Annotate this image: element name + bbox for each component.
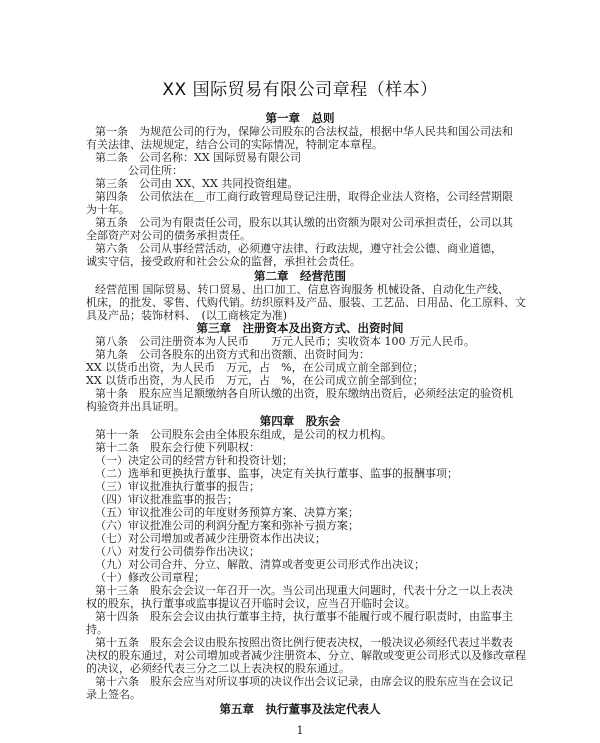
chapter-5-heading: 第五章 执行董事及法定代表人 [219,702,381,716]
power-item-1: （一）决定公司的经营方针和投资计划； [95,454,293,467]
power-item-7: （七）对公司增加或者减少注册资本作出决议； [95,532,326,545]
article-9: 第九条 公司各股东的出资方式和出资额、出资时间为： [95,348,370,361]
power-item-6: （六）审议批准公司的利润分配方案和弥补亏损方案； [95,519,359,532]
article-3: 第三条 公司由 XX、XX 共同投资组建。 [95,177,299,190]
article-5: 第五条 公司为有限责任公司，股东以其认缴的出资额为限对公司承担责任，公司以其 [95,216,513,229]
power-item-8: （八）对发行公司债券作出决议； [95,545,260,558]
power-item-9: （九）对公司合并、分立、解散、清算或者变更公司形式作出决议； [95,558,425,571]
article-10: 第十条 股东应当足额缴纳各自所认缴的出资，股东缴纳出资后，必须经法定的验资机 [95,387,513,400]
business-scope-cont2: 具及产品；装饰材料、 (以工商核定为准) [86,309,288,322]
chapter-1-heading: 第一章 总则 [265,111,335,125]
article-4-cont: 为十年。 [86,203,130,216]
article-16: 第十六条 股东会应当对所议事项的决议作出会议记录，由席会议的股东应当在会议记 [95,675,513,688]
article-1: 第一条 为规范公司的行为，保障公司股东的合法权益，根据中华人民共和国公司法和 [95,125,513,138]
article-6-cont: 诚实守信，接受政府和社会公众的监督，承担社会责任。 [86,255,361,268]
article-10-cont: 构验资并出具证明。 [86,400,185,413]
document-title: XX 国际贸易有限公司章程（样本） [162,80,438,100]
article-5-cont: 全部资产对公司的债务承担责任。 [86,229,251,242]
article-15-cont2: 的决议，必须经代表三分之二以上表决权的股东通过。 [86,662,350,675]
article-12: 第十二条 股东会行使下列职权： [95,441,260,454]
page-number: 1 [296,724,304,737]
article-13-cont: 权的股东，执行董事或监事提议召开临时会议，应当召开临时会议。 [86,597,416,610]
chapter-3-heading: 第三章 注册资本及出资方式、出资时间 [196,321,404,335]
article-15: 第十五条 股东会会议由股东按照出资比例行使表决权，一般决议必须经代表过半数表 [95,636,513,649]
article-8: 第八条 公司注册资本为人民币 万元人民币；实收资本 100 万元人民币。 [95,335,475,348]
power-item-10: （十）修改公司章程； [95,571,205,584]
power-item-4: （四）审议批准监事的报告； [95,493,238,506]
article-4: 第四条 公司依法在＿市工商行政管理局登记注册，取得企业法人资格，公司经营期限 [95,190,513,203]
article-1-cont: 有关法律、法规规定，结合公司的实际情况，特制定本章程。 [86,138,383,151]
article-13: 第十三条 股东会会议一年召开一次。当公司出现重大问题时，代表十分之一以上表决 [95,584,513,597]
article-15-cont: 决权的股东通过，对公司增加或者减少注册资本、分立、解散或变更公司形式以及修改章程 [86,649,526,662]
article-14: 第十四条 股东会会议由执行董事主持，执行董事不能履行或不履行职责时，由监事主 [95,610,513,623]
business-scope: 经营范围 国际贸易、转口贸易、出口加工、信息咨询服务 机械设备、自动化生产线、 [95,283,509,296]
article-16-cont: 录上签名。 [86,688,141,701]
article-6: 第六条 公司从事经营活动，必须遵守法律、行政法规，遵守社会公德、商业道德， [95,242,502,255]
chapter-4-heading: 第四章 股东会 [259,414,341,428]
power-item-5: （五）审议批准公司的年度财务预算方案、决算方案； [95,506,359,519]
article-2-address: 公司住所： [128,164,183,177]
article-9-shareholder-1: XX 以货币出资，为人民币 万元，占 %，在公司成立前全部到位； [86,361,424,374]
article-9-shareholder-2: XX 以货币出资，为人民币 万元，占 %，在公司成立前全部到位； [86,374,424,387]
article-14-cont: 持。 [86,623,108,636]
business-scope-cont: 机床，的批发、零售、代购代销。纺织原料及产品、服装、工艺品、日用品、化工原料、文 [86,296,526,309]
article-11: 第十一条 公司股东会由全体股东组成，是公司的权力机构。 [95,428,392,441]
chapter-2-heading: 第二章 经营范围 [254,269,346,283]
power-item-3: （三）审议批准执行董事的报告； [95,480,260,493]
power-item-2: （二）选举和更换执行董事、监事，决定有关执行董事、监事的报酬事项； [95,467,458,480]
article-2: 第二条 公司名称：XX 国际贸易有限公司 [95,151,302,164]
